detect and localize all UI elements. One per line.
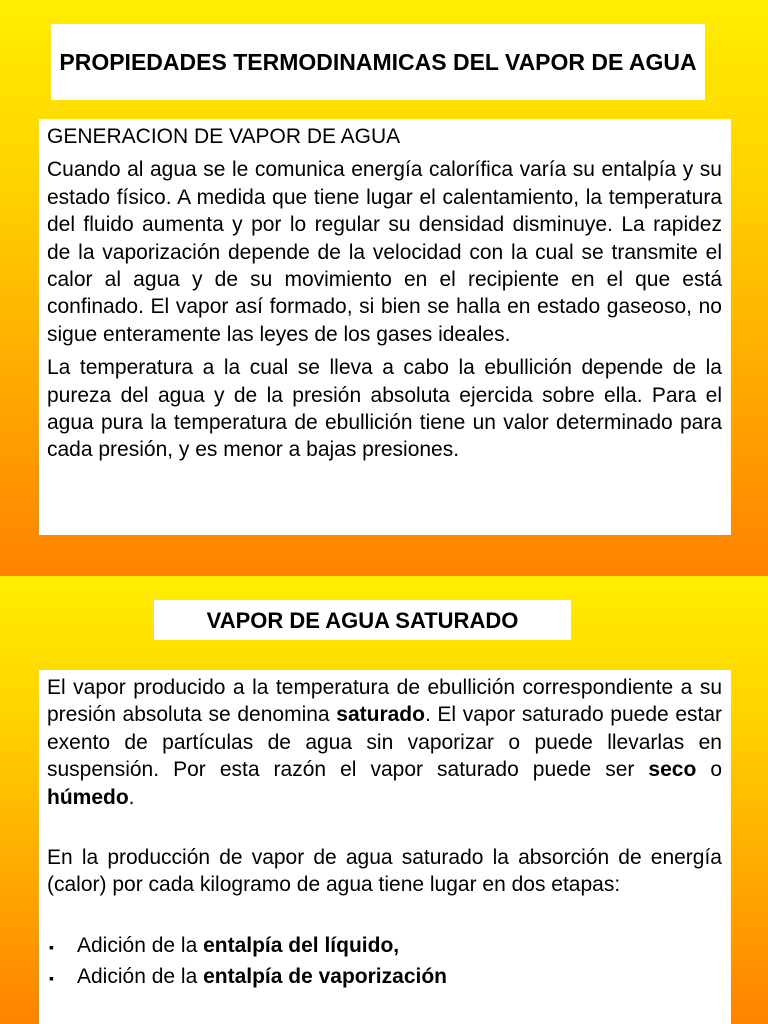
term-entalpia-liquido: entalpía del líquido,	[203, 933, 400, 957]
term-entalpia-vaporizacion: entalpía de vaporización	[203, 965, 447, 989]
paragraph-boiling: La temperatura a la cual se lleva a cabo la ebullición depende de la pureza del agua y de la presión absoluta ejercida sobre ella. Para el agua pura la temperatura de ebullición tiene un valor determinado para cada presión, y es menor a bajas presiones.	[47, 356, 722, 462]
text-segment: . El vapor saturado puede estar exento de partículas de agua sin vaporizar o puede llevarlas en suspensión. Por esta razón el vapor saturado puede ser	[47, 703, 723, 782]
square-bullet-icon: ▪	[49, 970, 54, 987]
list-item	[47, 932, 722, 961]
stages-list	[47, 932, 722, 993]
slide-2-body	[39, 670, 731, 1024]
list-item-text	[77, 932, 399, 959]
slide-2-title-text: VAPOR DE AGUA SATURADO	[206, 607, 519, 633]
list-item	[47, 963, 722, 992]
paragraph-generation: Cuando al agua se le comunica energía calorífica varía su entalpía y su estado físico. A medida que tiene lugar el calentamiento, la temperatura del fluido aumenta y por lo regular su densidad disminuye. La rapidez de la vaporización depende de la velocidad con la cual se transmite el calor al agua y de su movimiento en el recipiente en el que está confinado. El vapor así formado, si bien se halla en estado gaseoso, no sigue enteramente las leyes de los gases ideales.	[47, 158, 722, 346]
section-heading: GENERACION DE VAPOR DE AGUA	[47, 125, 401, 148]
text-segment: Adición de la	[77, 933, 204, 957]
slide-1-title	[51, 24, 705, 100]
spacer	[47, 905, 722, 932]
term-saturado: saturado	[336, 703, 425, 727]
text-segment: El vapor producido a la temperatura de ebullición correspondiente a su presión absoluta se denomina	[47, 676, 722, 727]
paragraph-energy-stages: En la producción de vapor de agua saturado la absorción de energía (calor) por cada kilogramo de agua tiene lugar en dos etapas:	[47, 846, 722, 897]
square-bullet-icon: ▪	[49, 938, 54, 955]
slide-2	[0, 576, 768, 1024]
list-item-text	[77, 963, 447, 990]
slide-1-title-text: PROPIEDADES TERMODINAMICAS DEL VAPOR DE AGUA	[59, 48, 697, 75]
text-segment: o	[696, 758, 723, 782]
spacer	[47, 817, 722, 844]
slide-2-title	[154, 600, 571, 640]
term-seco: seco	[648, 758, 697, 782]
text-segment: Adición de la	[77, 965, 204, 989]
text-segment: .	[128, 785, 135, 809]
term-humedo: húmedo	[47, 785, 129, 809]
paragraph-saturated-definition	[47, 674, 722, 811]
slide-1-body	[39, 119, 731, 535]
